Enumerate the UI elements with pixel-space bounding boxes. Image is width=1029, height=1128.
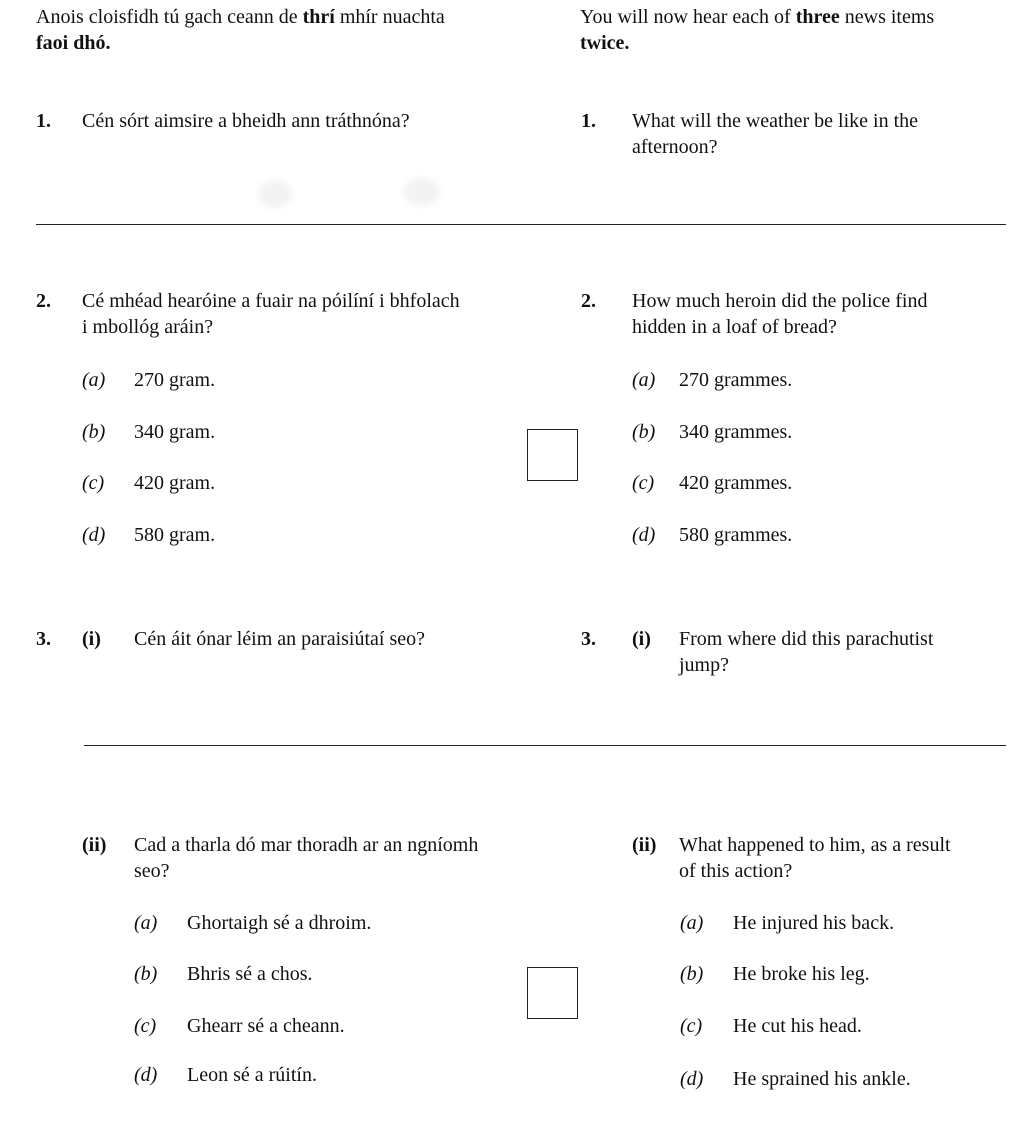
q3-option-c-irish: Ghearr sé a cheann. — [187, 1015, 345, 1037]
q1-text-english: What will the weather be like in the afternoon? — [632, 110, 919, 158]
q1-text-irish: Cén sórt aimsire a bheidh ann tráthnóna? — [82, 110, 410, 132]
q3-option-c-letter-english: (c) — [680, 1015, 703, 1037]
q3-part1-label-irish: (i) — [82, 628, 101, 650]
q1-number-english: 1. — [581, 110, 596, 132]
q2-text-irish: Cé mhéad hearóine a fuair na póilíní i bhfolach i mbollóg aráin? — [82, 290, 460, 338]
q2-option-a-letter-english: (a) — [632, 369, 656, 391]
q3-part1-answer-line[interactable] — [84, 745, 1006, 746]
q3-part2-text-english: What happened to him, as a result of this action? — [679, 834, 951, 882]
q2-option-a-english: 270 grammes. — [679, 369, 793, 391]
q3-option-d-letter-english: (d) — [680, 1068, 704, 1090]
q2-option-c-letter-english: (c) — [632, 472, 655, 494]
q3-part2-text-irish: Cad a tharla dó mar thoradh ar an ngníomh seo? — [134, 834, 479, 882]
q3-option-a-letter-english: (a) — [680, 912, 704, 934]
q3-part2-label-irish: (ii) — [82, 834, 107, 856]
scan-smudge — [404, 178, 440, 206]
q3-option-b-letter-english: (b) — [680, 963, 704, 985]
q2-option-b-english: 340 grammes. — [679, 421, 793, 443]
q3-option-d-letter-irish: (d) — [134, 1064, 158, 1086]
q3-option-b-letter-irish: (b) — [134, 963, 158, 985]
q3-option-a-irish: Ghortaigh sé a dhroim. — [187, 912, 372, 934]
q2-text-english: How much heroin did the police find hidden in a loaf of bread? — [632, 290, 928, 338]
intro-irish: Anois cloisfidh tú gach ceann de thrí mhír nuachta faoi dhó. — [36, 6, 445, 54]
intro-english: You will now hear each of three news items twice. — [580, 6, 935, 54]
q2-option-d-english: 580 grammes. — [679, 524, 793, 546]
q3-number-english: 3. — [581, 628, 596, 650]
q2-option-b-letter-english: (b) — [632, 421, 656, 443]
q1-answer-line[interactable] — [36, 224, 1006, 225]
q2-option-d-letter-irish: (d) — [82, 524, 106, 546]
q2-option-c-irish: 420 gram. — [134, 472, 216, 494]
q1-number-irish: 1. — [36, 110, 51, 132]
q3-option-a-letter-irish: (a) — [134, 912, 158, 934]
q3-part2-label-english: (ii) — [632, 834, 657, 856]
q3-part1-text-english: From where did this parachutist jump? — [679, 628, 934, 676]
q2-answer-box[interactable] — [527, 429, 578, 481]
q2-option-c-english: 420 grammes. — [679, 472, 793, 494]
q2-option-b-irish: 340 gram. — [134, 421, 216, 443]
scan-smudge — [258, 180, 292, 208]
q2-option-c-letter-irish: (c) — [82, 472, 105, 494]
q3-option-b-irish: Bhris sé a chos. — [187, 963, 313, 985]
q3-part1-label-english: (i) — [632, 628, 651, 650]
q2-option-d-letter-english: (d) — [632, 524, 656, 546]
q2-option-d-irish: 580 gram. — [134, 524, 216, 546]
q3-option-d-irish: Leon sé a rúitín. — [187, 1064, 317, 1086]
q3-number-irish: 3. — [36, 628, 51, 650]
q2-option-b-letter-irish: (b) — [82, 421, 106, 443]
q3-option-b-english: He broke his leg. — [733, 963, 870, 985]
q3-option-d-english: He sprained his ankle. — [733, 1068, 911, 1090]
q3-option-a-english: He injured his back. — [733, 912, 895, 934]
q3-part1-text-irish: Cén áit ónar léim an paraisiútaí seo? — [134, 628, 426, 650]
q3-option-c-english: He cut his head. — [733, 1015, 862, 1037]
q2-number-irish: 2. — [36, 290, 51, 312]
q3-answer-box[interactable] — [527, 967, 578, 1019]
q2-option-a-letter-irish: (a) — [82, 369, 106, 391]
q3-option-c-letter-irish: (c) — [134, 1015, 157, 1037]
q2-option-a-irish: 270 gram. — [134, 369, 216, 391]
q2-number-english: 2. — [581, 290, 596, 312]
